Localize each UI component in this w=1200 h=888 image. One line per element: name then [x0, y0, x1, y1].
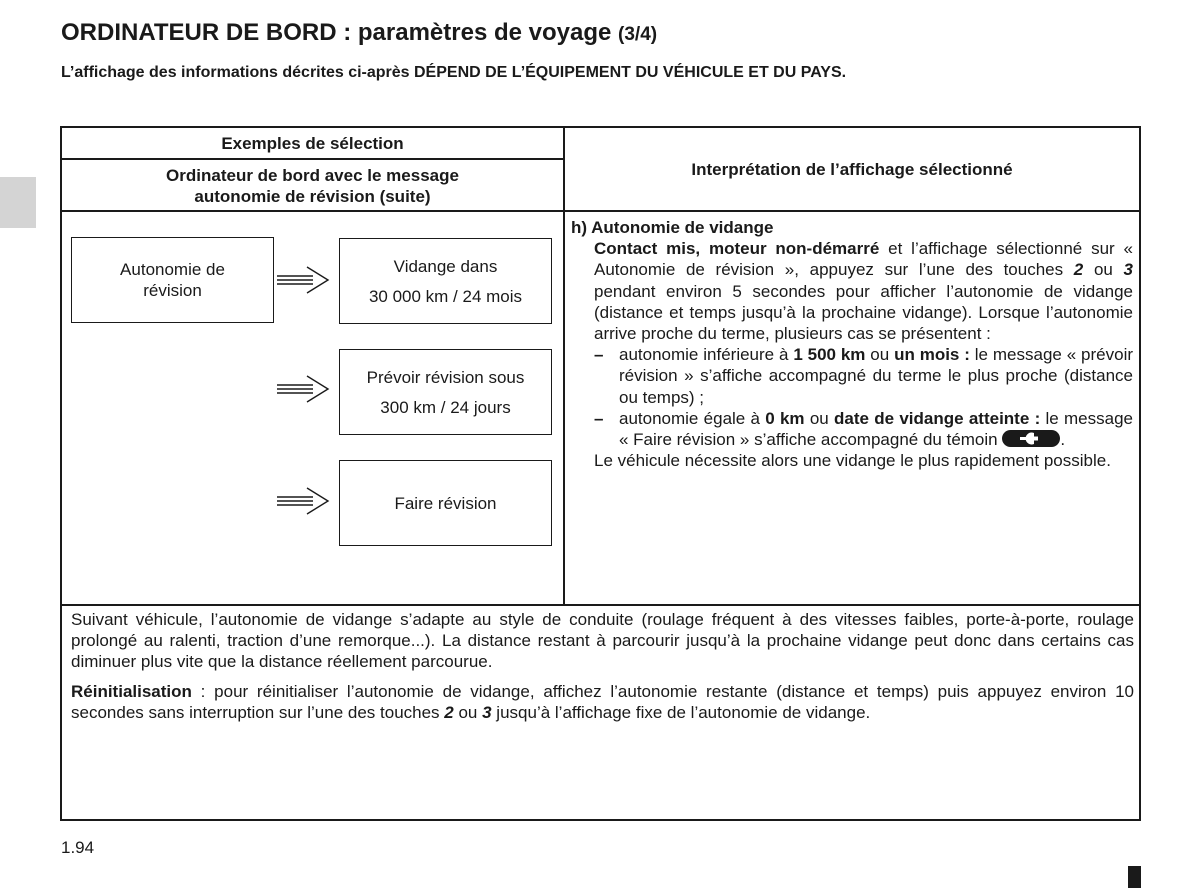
contact-text-2: pendant environ 5 secondes pour afficher l’autonomie de vidange (distance et temps jusqu’à la prochaine vidange). Lorsque l’autonomie arrive proche du terme, plusieurs cas se présentent :	[594, 281, 1133, 344]
display-plan-line1: Prévoir révision sous	[366, 367, 525, 387]
contact-text-1: et l’affichage sélectionné sur « Autonomie de révision », appuyez sur l’une des touches	[594, 239, 1133, 280]
notes-text	[71, 609, 1134, 732]
note-driving-style: Suivant véhicule, l’autonomie de vidange s’adapte au style de conduite (roulage fréquent à des vitesses faibles, porte-à-porte, roulage prolongé au ralenti, traction d’une remorque...). La distance restant à parcourir jusqu’à la prochaine vidange peut donc dans certains cas diminuer plus vite que la distance réellement parcourue.	[71, 610, 1134, 671]
body-divider	[62, 604, 1139, 606]
display-oil-change-box	[339, 238, 552, 324]
dash-marker: –	[594, 408, 604, 428]
key-2: 2	[1073, 260, 1084, 280]
page-title	[61, 19, 657, 47]
bullet2-or: ou	[804, 408, 834, 428]
arrow-right-icon	[275, 374, 331, 404]
bullet1-bold-2: un mois :	[894, 345, 970, 365]
display-autonomy-line1: Autonomie de	[120, 260, 225, 279]
display-oil-line2: 30 000 km / 24 mois	[368, 286, 523, 306]
subtitle: L’affichage des informations décrites ci-après DÉPEND DE L’ÉQUIPEMENT DU VÉHICULE ET DU PAYS.	[61, 64, 847, 81]
bullet2-text-1: autonomie égale à	[619, 408, 766, 428]
bullet1-bold-1: 1 500 km	[793, 345, 866, 365]
display-oil-line1: Vidange dans	[393, 256, 498, 276]
selection-table	[60, 126, 1141, 821]
page-edge-marker	[1128, 866, 1141, 888]
reset-text-2: jusqu’à l’affichage fixe de l’autonomie de vidange.	[491, 703, 871, 722]
header-divider	[62, 210, 1139, 212]
section-h-heading: h) Autonomie de vidange	[571, 218, 774, 237]
list-item	[571, 344, 1133, 408]
display-service-box	[339, 460, 552, 546]
note-reset	[71, 681, 1134, 723]
key-3: 3	[1123, 260, 1133, 280]
arrow-right-icon	[275, 265, 331, 295]
key-2: 2	[444, 703, 454, 722]
header-computer-line2: autonomie de révision (suite)	[194, 187, 431, 206]
display-plan-service-box	[339, 349, 552, 435]
header-examples: Exemples de sélection	[221, 134, 404, 153]
bullet1-or: ou	[865, 345, 895, 365]
title-page-indicator: (3/4)	[618, 24, 658, 45]
bullet1-text-2: le message « prévoir révision » s’affiche accompagné du terme le plus proche (distance ou temps) ;	[619, 345, 1134, 407]
paragraph-contact	[571, 238, 1133, 344]
page-number: 1.94	[61, 838, 95, 857]
header-interpretation: Interprétation de l’affichage sélectionné	[691, 160, 1013, 179]
contact-or: ou	[1083, 260, 1124, 280]
display-autonomy-box	[71, 237, 274, 323]
key-3: 3	[482, 703, 492, 722]
contact-bold: Contact mis, moteur non-démarré	[594, 239, 880, 259]
wrench-warning-icon	[1002, 430, 1060, 447]
display-plan-line2: 300 km / 24 jours	[380, 397, 511, 417]
bullet2-bold-1: 0 km	[765, 408, 805, 428]
interpretation-text	[571, 217, 1133, 471]
arrow-right-icon	[275, 486, 331, 516]
paragraph-conclusion: Le véhicule nécessite alors une vidange le plus rapidement possible.	[594, 451, 1111, 471]
reset-text-1: : pour réinitialiser l’autonomie de vidange, affichez l’autonomie restante (distance et temps) puis appuyez environ 10 secondes sans interruption sur l’une des touches	[71, 682, 1134, 722]
header-divider-left	[62, 158, 563, 160]
display-service-line: Faire révision	[394, 493, 497, 513]
bullet1-text-1: autonomie inférieure à	[619, 345, 794, 365]
bullet2-text-2: le message « Faire révision » s’affiche accompagné du témoin	[619, 408, 1133, 450]
title-text: ORDINATEUR DE BORD : paramètres de voyage	[61, 19, 612, 46]
bullet2-end: .	[1060, 430, 1066, 450]
header-computer-message	[62, 165, 563, 207]
display-autonomy-line2: révision	[143, 281, 202, 300]
bullet2-bold-2: date de vidange atteinte :	[834, 408, 1041, 428]
list-item	[571, 408, 1133, 450]
reset-or: ou	[453, 703, 483, 722]
header-computer-line1: Ordinateur de bord avec le message	[166, 166, 459, 185]
reset-label: Réinitialisation	[71, 682, 192, 701]
section-tab	[0, 177, 36, 228]
dash-marker: –	[594, 345, 604, 365]
column-divider	[563, 128, 565, 606]
